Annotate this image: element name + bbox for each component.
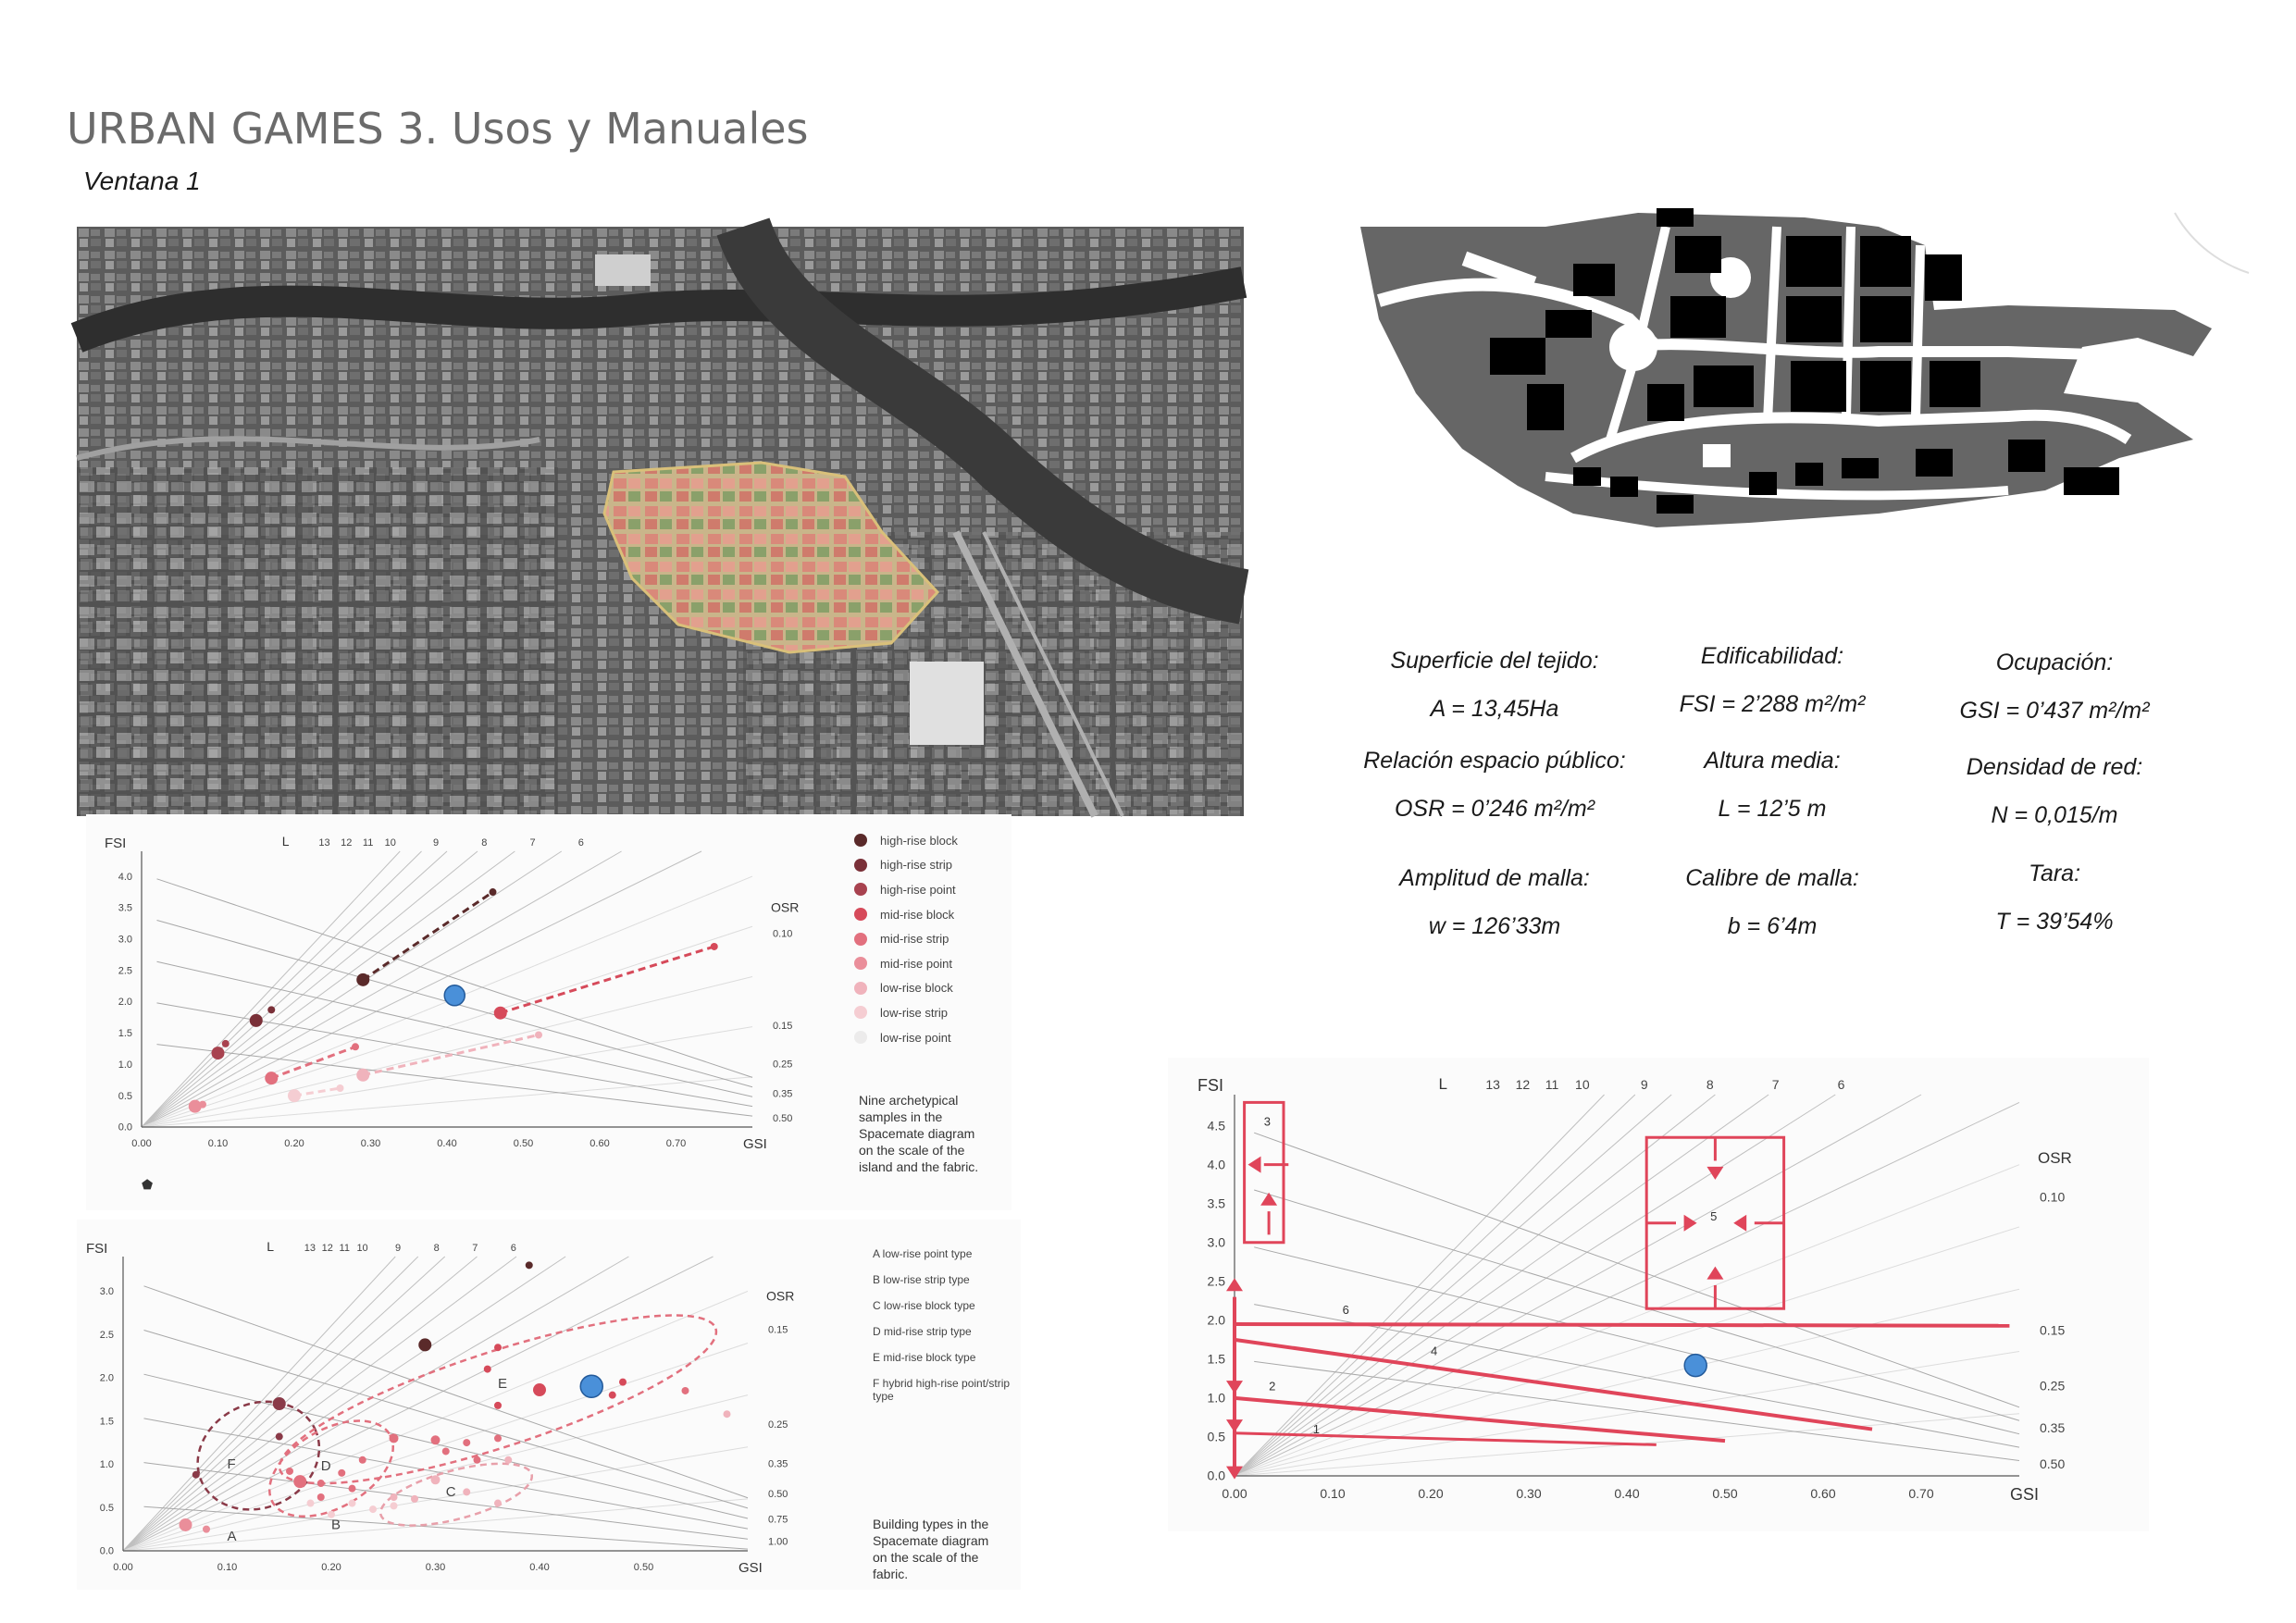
legend-swatch [854, 908, 867, 921]
l-tick-label: 12 [1515, 1077, 1531, 1092]
l-fan-line [142, 851, 701, 1127]
data-point [267, 1006, 275, 1013]
x-tick-label: 0.50 [633, 1562, 654, 1573]
metric-value: T = 39’54% [1995, 909, 2114, 935]
metric-value: A = 13,45Ha [1430, 696, 1559, 722]
data-point [265, 1072, 278, 1084]
y-tick-label: 3.0 [99, 1286, 114, 1298]
x-tick-label: 0.10 [217, 1562, 238, 1573]
l-tick-label: 13 [1485, 1077, 1500, 1092]
metric-label: Calibre de malla: [1685, 865, 1859, 891]
legend-swatch [854, 883, 867, 896]
y-tick-label: 1.0 [99, 1459, 114, 1471]
metrics-panel [1342, 638, 2267, 972]
metric-value: N = 0,015/m [1991, 802, 2118, 828]
study-area-marker [580, 1375, 602, 1397]
legend-item [854, 926, 958, 951]
legend-item [854, 951, 958, 976]
l-tick-label: 8 [433, 1243, 440, 1254]
series-trend-line [271, 1047, 355, 1078]
x-tick-label: 0.40 [437, 1138, 457, 1149]
y-tick-label: 3.5 [1207, 1196, 1225, 1211]
osr-tick-label: 0.25 [773, 1059, 793, 1071]
metric-label: Tara: [2028, 861, 2081, 886]
l-tick-label: 13 [318, 837, 330, 849]
l-tick-label: 7 [472, 1243, 478, 1254]
osr-tick-label: 0.35 [773, 1088, 793, 1100]
data-point [337, 1084, 344, 1092]
spacemate-plot-2 [77, 1220, 799, 1590]
data-point [359, 1456, 366, 1464]
metric-height [1620, 748, 1925, 823]
chart-legend [854, 828, 958, 1049]
x-tick-label: 0.50 [1712, 1486, 1738, 1501]
osr-tick-label: 0.15 [2040, 1322, 2066, 1338]
legend-item [854, 976, 958, 1001]
x-axis-label: GSI [738, 1560, 763, 1576]
data-point [463, 1439, 470, 1446]
y-tick-label: 1.5 [99, 1416, 114, 1428]
arrow-icon [1226, 1278, 1243, 1291]
l-tick-label: 7 [529, 837, 536, 849]
spacemate-chart-types [77, 1220, 1021, 1590]
x-tick-label: 0.40 [1614, 1486, 1640, 1501]
data-point [682, 1387, 689, 1394]
metric-label: Ocupación: [1995, 650, 2114, 675]
osr-tick-label: 0.50 [773, 1113, 793, 1125]
data-point [494, 1434, 502, 1442]
data-point [286, 1468, 293, 1475]
l-tick-label: 12 [321, 1243, 333, 1254]
data-point [222, 1040, 230, 1047]
legend-item [854, 1000, 958, 1025]
l-fan-line [1235, 1165, 2019, 1476]
data-point [199, 1101, 206, 1109]
data-point [212, 1047, 225, 1059]
data-point [288, 1089, 301, 1102]
series-trend-line [501, 947, 714, 1013]
metric-mesh-gauge [1620, 865, 1925, 940]
legend-swatch [854, 1031, 867, 1044]
y-tick-label: 4.0 [118, 871, 132, 883]
osr-axis-label: OSR [2038, 1149, 2072, 1168]
y-tick-label: 2.0 [1207, 1312, 1225, 1328]
l-tick-label: 10 [384, 837, 396, 849]
data-point [526, 1261, 533, 1269]
y-tick-label: 1.0 [1207, 1390, 1225, 1406]
figure-ground-plan [1360, 208, 2249, 560]
spacemate-plot-1 [86, 814, 800, 1210]
legend-label: high-rise point [880, 882, 956, 897]
data-point [276, 1433, 283, 1441]
osr-tick-label: 0.15 [773, 1021, 793, 1033]
x-tick-label: 0.40 [529, 1562, 550, 1573]
legend-item [854, 877, 958, 902]
legend-label: low-rise strip [880, 1005, 948, 1020]
y-axis-label: FSI [105, 836, 127, 851]
legend-label: low-rise block [880, 981, 953, 996]
metric-label: Altura media: [1704, 748, 1841, 774]
y-tick-label: 3.0 [118, 934, 132, 946]
y-tick-label: 3.5 [118, 902, 132, 914]
l-tick-label: 10 [1575, 1077, 1590, 1092]
l-tick-label: 11 [339, 1243, 350, 1254]
study-area-marker [1684, 1355, 1706, 1377]
data-point [356, 973, 369, 986]
data-point [180, 1518, 192, 1531]
l-fan-line [142, 851, 400, 1127]
legend-item [854, 1025, 958, 1050]
y-tick-label: 4.5 [1207, 1118, 1225, 1134]
l-tick-label: 9 [432, 837, 440, 849]
legend-swatch [854, 957, 867, 970]
legend-swatch [854, 933, 867, 946]
annotation-label: 4 [1431, 1344, 1438, 1358]
legend-item: C low-rise block type [873, 1299, 975, 1312]
x-tick-label: 0.20 [321, 1562, 341, 1573]
x-tick-label: 0.60 [590, 1138, 610, 1149]
l-fan-line [142, 851, 422, 1127]
spacemate-chart-samples [86, 814, 1011, 1210]
annotation-label: 1 [1312, 1421, 1321, 1436]
osr-line [157, 879, 753, 1078]
metric-mesh-width [1342, 865, 1647, 940]
y-tick-label: 2.5 [1207, 1273, 1225, 1289]
y-tick-label: 1.5 [1207, 1351, 1225, 1367]
cluster-label: A [227, 1528, 237, 1544]
osr-tick-label: 0.10 [2040, 1189, 2066, 1205]
osr-line [157, 961, 753, 1096]
y-tick-label: 0.5 [118, 1090, 132, 1102]
x-tick-label: 0.70 [665, 1138, 687, 1149]
metric-value: w = 126’33m [1428, 913, 1561, 939]
data-point [535, 1031, 542, 1038]
metric-gsi [1902, 650, 2207, 725]
data-point [494, 1500, 502, 1507]
y-tick-label: 0.5 [1207, 1429, 1225, 1444]
data-point [338, 1469, 345, 1477]
x-tick-label: 0.20 [284, 1138, 304, 1149]
l-fan-line [123, 1257, 516, 1551]
metric-value: L = 12’5 m [1718, 796, 1827, 822]
y-axis-label: FSI [86, 1241, 108, 1257]
arrow-icon [1260, 1193, 1277, 1206]
metric-network-density [1902, 754, 2207, 829]
data-point [431, 1435, 441, 1444]
osr-tick-label: 0.10 [773, 928, 793, 940]
l-fan-line [1235, 1227, 2019, 1476]
x-tick-label: 0.30 [1516, 1486, 1542, 1501]
annotation-label: 3 [1263, 1114, 1272, 1129]
chart-caption: Nine archetypical samples in the Spacemate diagram on the scale of the island and the fabric. [859, 1093, 979, 1174]
metric-fsi [1620, 643, 1925, 718]
l-tick-label: 6 [510, 1243, 516, 1254]
l-fan-line [1235, 1095, 1605, 1476]
y-tick-label: 1.0 [118, 1059, 132, 1071]
data-point [317, 1493, 325, 1501]
l-fan-line [142, 926, 752, 1127]
legend-item: A low-rise point type [873, 1247, 973, 1260]
strategy-line [1235, 1324, 2009, 1326]
arrow-icon [1684, 1215, 1697, 1232]
osr-tick-label: 0.25 [768, 1419, 788, 1431]
metric-surface [1342, 648, 1647, 723]
l-tick-label: 7 [1771, 1077, 1780, 1092]
x-tick-label: 0.30 [360, 1138, 381, 1149]
arrow-icon [1706, 1267, 1723, 1280]
data-point [711, 943, 718, 950]
x-tick-label: 0.00 [131, 1138, 152, 1149]
l-tick-label: 6 [577, 837, 584, 849]
data-point [411, 1495, 418, 1503]
data-point [533, 1383, 546, 1396]
series-trend-line [363, 1035, 539, 1074]
legend-item [854, 853, 958, 878]
legend-item: E mid-rise block type [873, 1351, 976, 1364]
l-fan-line [142, 1027, 752, 1127]
data-point [494, 1007, 507, 1020]
data-point [390, 1433, 399, 1443]
osr-tick-label: 0.25 [2040, 1378, 2066, 1394]
y-tick-label: 2.5 [99, 1329, 114, 1341]
l-tick-label: 6 [1837, 1077, 1845, 1092]
metric-label: Relación espacio público: [1363, 748, 1626, 774]
y-tick-label: 0.0 [118, 1121, 132, 1134]
cluster-label: E [498, 1376, 508, 1393]
legend-label: mid-rise strip [880, 932, 949, 947]
legend-item: B low-rise strip type [873, 1273, 970, 1286]
l-fan-line [142, 1077, 752, 1127]
metric-tare [1902, 861, 2207, 935]
x-axis-label: GSI [2010, 1485, 2040, 1504]
l-tick-label: 12 [341, 837, 353, 849]
x-tick-label: 0.20 [1418, 1486, 1444, 1501]
l-tick-label: 9 [1640, 1077, 1648, 1092]
data-point [474, 1456, 481, 1464]
legend-swatch [854, 982, 867, 995]
legend-swatch [854, 1006, 867, 1019]
data-point [349, 1500, 356, 1507]
l-fan-line [142, 851, 622, 1127]
x-tick-label: 0.30 [425, 1562, 446, 1573]
cluster-label: C [445, 1484, 456, 1501]
metric-value: FSI = 2’288 m²/m² [1679, 691, 1866, 717]
metric-value: b = 6’4m [1727, 913, 1818, 939]
metric-osr [1342, 748, 1647, 823]
data-point [317, 1480, 325, 1487]
y-tick-label: 3.0 [1207, 1234, 1225, 1250]
data-point [724, 1410, 731, 1418]
data-point [494, 1402, 502, 1409]
l-tick-label: 8 [1706, 1077, 1714, 1092]
legend-item [854, 902, 958, 927]
x-tick-label: 0.00 [113, 1562, 133, 1573]
data-point [250, 1014, 263, 1027]
x-tick-label: 0.50 [513, 1138, 534, 1149]
x-axis-label: GSI [743, 1136, 767, 1152]
l-tick-label: 8 [481, 837, 488, 849]
l-tick-label: 11 [362, 837, 374, 849]
l-fan-line [1235, 1351, 2019, 1476]
x-tick-label: 0.60 [1810, 1486, 1836, 1501]
page-title: URBAN GAMES 3. Usos y Manuales [67, 104, 809, 154]
l-fan-line [123, 1257, 395, 1551]
data-point [293, 1475, 306, 1488]
chart-caption: Building types in the Spacemate diagram on the scale of the fabric. [873, 1517, 989, 1581]
data-point [307, 1500, 315, 1507]
y-axis-label: FSI [1198, 1076, 1224, 1095]
data-point [504, 1456, 512, 1464]
osr-line [1254, 1247, 2019, 1434]
data-point [192, 1471, 200, 1479]
metric-label: Amplitud de malla: [1399, 865, 1590, 891]
l-fan-line [142, 851, 447, 1127]
data-point [619, 1379, 627, 1386]
data-point [418, 1338, 431, 1351]
l-fan-line [1235, 1095, 1635, 1476]
cluster-label: F [227, 1456, 236, 1473]
cluster-label: D [320, 1458, 331, 1475]
l-fan-line [123, 1344, 748, 1551]
osr-tick-label: 0.50 [2040, 1456, 2066, 1471]
data-point [609, 1392, 616, 1399]
cluster-label: B [331, 1517, 341, 1533]
l-tick-label: 9 [395, 1243, 402, 1254]
data-point [431, 1475, 441, 1484]
legend-swatch [854, 834, 867, 847]
annotation-label: 2 [1269, 1379, 1276, 1394]
pentagon-icon: ⬟ [142, 1178, 154, 1193]
annotation-label: 5 [1710, 1209, 1718, 1224]
study-area-marker [444, 985, 465, 1006]
data-point [391, 1493, 398, 1501]
legend-label: mid-rise block [880, 907, 955, 922]
metric-label: Edificabilidad: [1700, 643, 1844, 669]
arrow-icon [1733, 1215, 1746, 1232]
osr-axis-label: OSR [766, 1288, 795, 1304]
l-axis-label: L [267, 1239, 275, 1254]
legend-label: high-rise strip [880, 858, 953, 873]
l-fan-line [1235, 1095, 1921, 1476]
arrow-icon [1226, 1381, 1243, 1394]
y-tick-label: 4.0 [1207, 1157, 1225, 1172]
spacemate-plot-3 [1168, 1058, 2149, 1531]
osr-tick-label: 0.75 [768, 1514, 788, 1526]
data-point [273, 1397, 286, 1410]
data-point [442, 1447, 450, 1455]
data-point [494, 1344, 502, 1351]
metric-value: GSI = 0’437 m²/m² [1959, 698, 2150, 724]
osr-line [1254, 1190, 2019, 1420]
data-point [463, 1488, 470, 1495]
x-tick-label: 0.10 [1320, 1486, 1346, 1501]
legend-item [854, 828, 958, 853]
page-subtitle: Ventana 1 [83, 167, 201, 195]
data-point [369, 1505, 377, 1513]
osr-tick-label: 0.35 [768, 1458, 788, 1470]
l-tick-label: 11 [1545, 1077, 1559, 1092]
l-axis-label: L [281, 834, 290, 849]
chart-legend [873, 1247, 1011, 1416]
legend-item: F hybrid high-rise point/strip type [873, 1377, 1011, 1403]
arrow-icon [1706, 1167, 1723, 1180]
x-tick-label: 0.70 [1908, 1486, 1934, 1501]
y-tick-label: 0.5 [99, 1502, 114, 1514]
y-tick-label: 0.0 [1207, 1468, 1225, 1483]
arrow-icon [1248, 1157, 1261, 1173]
data-point [484, 1366, 491, 1373]
legend-item: D mid-rise strip type [873, 1325, 972, 1338]
metric-label: Superficie del tejido: [1390, 648, 1599, 674]
series-trend-line [294, 1088, 341, 1096]
data-point [349, 1485, 356, 1493]
metric-value: OSR = 0’246 m²/m² [1394, 796, 1595, 822]
osr-tick-label: 1.00 [768, 1536, 788, 1548]
data-point [356, 1069, 369, 1082]
l-tick-label: 10 [356, 1243, 368, 1254]
annotation-label: 6 [1342, 1303, 1349, 1318]
l-axis-label: L [1438, 1075, 1447, 1093]
arrow-icon [1226, 1419, 1243, 1432]
strategy-line [1235, 1433, 1657, 1445]
l-fan-line [1235, 1102, 2019, 1476]
l-fan-line [1235, 1095, 1769, 1476]
osr-tick-label: 0.50 [768, 1489, 788, 1501]
osr-line [144, 1331, 749, 1508]
y-tick-label: 1.5 [118, 1028, 132, 1040]
l-fan-line [123, 1257, 628, 1551]
osr-tick-label: 0.35 [2040, 1420, 2066, 1436]
l-fan-line [123, 1499, 748, 1551]
l-fan-line [1235, 1095, 1835, 1476]
data-point [391, 1502, 398, 1509]
y-tick-label: 0.0 [99, 1545, 114, 1557]
data-point [490, 888, 497, 896]
osr-tick-label: 0.15 [768, 1324, 788, 1336]
legend-swatch [854, 859, 867, 872]
spacemate-chart-strategies [1168, 1058, 2149, 1531]
legend-label: high-rise block [880, 833, 958, 848]
l-tick-label: 13 [304, 1243, 316, 1254]
data-point [352, 1043, 359, 1050]
osr-line [1254, 1133, 2019, 1407]
y-tick-label: 2.0 [99, 1372, 114, 1384]
x-tick-label: 0.00 [1222, 1486, 1247, 1501]
legend-label: mid-rise point [880, 956, 953, 971]
metric-label: Densidad de red: [1966, 754, 2143, 780]
legend-label: low-rise point [880, 1030, 951, 1045]
y-tick-label: 2.0 [118, 997, 132, 1009]
aerial-photo [77, 227, 1244, 816]
osr-axis-label: OSR [771, 899, 800, 915]
data-point [203, 1526, 210, 1533]
y-tick-label: 2.5 [118, 965, 132, 977]
x-tick-label: 0.10 [207, 1138, 229, 1149]
